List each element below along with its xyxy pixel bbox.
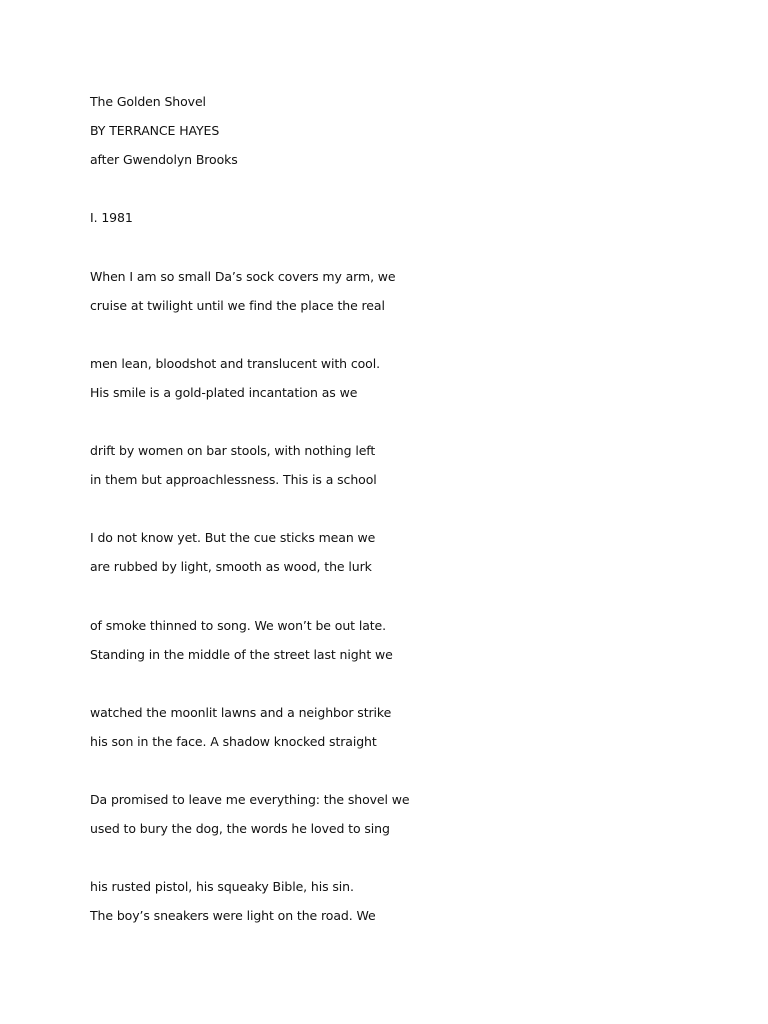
poem-line: The boy’s sneakers were light on the road. We — [90, 908, 376, 923]
dedication: after Gwendolyn Brooks — [90, 152, 238, 167]
poem-line: of smoke thinned to song. We won’t be out late. — [90, 618, 387, 633]
poem-line: drift by women on bar stools, with nothing left — [90, 443, 376, 458]
poem-line: cruise at twilight until we find the place the real — [90, 298, 385, 313]
poem-line: men lean, bloodshot and translucent with cool. — [90, 356, 380, 371]
poem-line: His smile is a gold-plated incantation as we — [90, 385, 358, 400]
byline: BY TERRANCE HAYES — [90, 123, 220, 138]
poem-title: The Golden Shovel — [90, 94, 206, 109]
poem-line: his rusted pistol, his squeaky Bible, his sin. — [90, 879, 354, 894]
poem-line: I do not know yet. But the cue sticks mean we — [90, 530, 376, 545]
poem-line: his son in the face. A shadow knocked straight — [90, 734, 377, 749]
poem-line: Da promised to leave me everything: the shovel we — [90, 792, 410, 807]
poem-line: When I am so small Da’s sock covers my arm, we — [90, 269, 396, 284]
poem-line: used to bury the dog, the words he loved to sing — [90, 821, 390, 836]
section-heading: I. 1981 — [90, 210, 133, 225]
poem-line: are rubbed by light, smooth as wood, the lurk — [90, 559, 372, 574]
poem-line: watched the moonlit lawns and a neighbor strike — [90, 705, 392, 720]
poem-line: in them but approachlessness. This is a school — [90, 472, 377, 487]
poem-line: Standing in the middle of the street last night we — [90, 647, 393, 662]
